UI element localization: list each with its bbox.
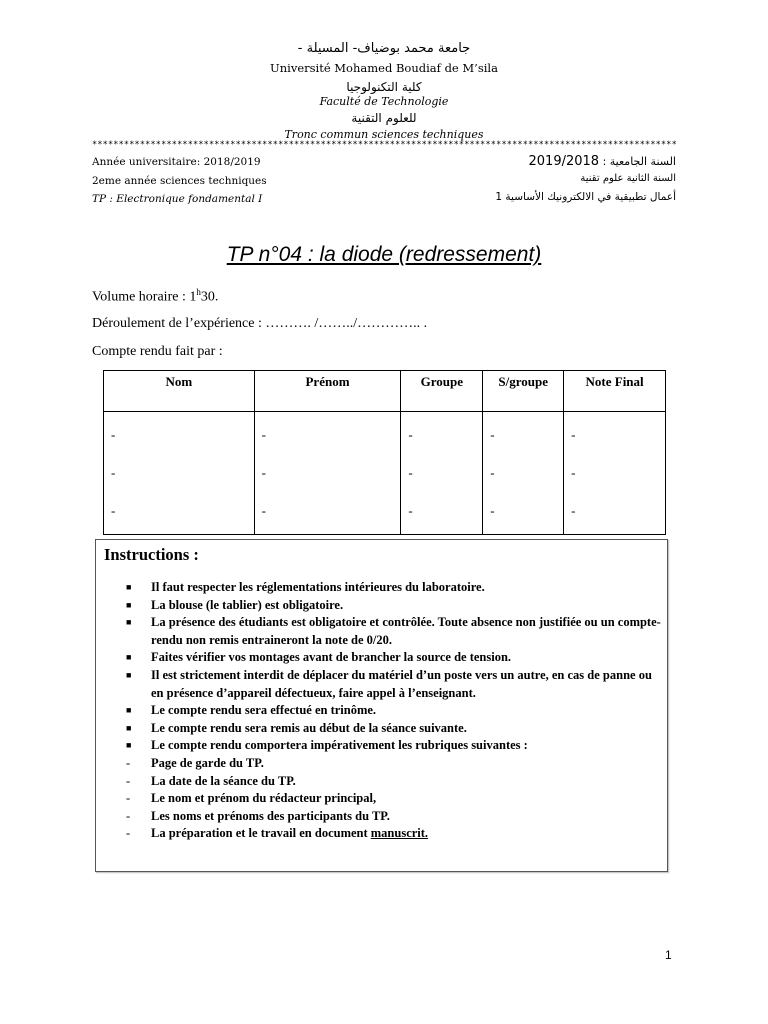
square-bullet-icon: ■ bbox=[126, 582, 132, 592]
list-item: - La date de la séance du TP. bbox=[151, 773, 663, 791]
table-cell-note[interactable]: - - - bbox=[564, 412, 666, 535]
list-item: - Le nom et prénom du rédacteur principal, bbox=[151, 790, 663, 808]
page-number: 1 bbox=[665, 948, 672, 962]
square-bullet-icon: ■ bbox=[126, 617, 132, 628]
academic-year-arabic-value: 2019/2018 bbox=[528, 154, 600, 169]
table-row bbox=[104, 412, 666, 535]
students-table bbox=[103, 370, 666, 535]
university-name-arabic: جامعة محمد بوضياف- المسيلة - bbox=[297, 41, 471, 56]
dash-bullet-icon: - bbox=[126, 773, 131, 788]
level-french: 2eme année sciences techniques bbox=[92, 175, 267, 187]
header-groupe: Groupe bbox=[401, 371, 483, 412]
table-cell-sgroupe[interactable]: - - - bbox=[483, 412, 564, 535]
list-item: - La préparation et le travail en document manuscrit. bbox=[151, 825, 663, 843]
table-header-row bbox=[104, 371, 666, 412]
table-cell-groupe[interactable]: - - - bbox=[401, 412, 483, 535]
square-bullet-icon: ■ bbox=[126, 705, 132, 716]
dash-bullet-icon: - bbox=[126, 755, 131, 770]
volume-rest: 30. bbox=[200, 289, 219, 305]
list-item: ■ Le compte rendu comportera impérativement les rubriques suivantes : - Page de garde du TP. - La date de la séance du TP. - Le nom et prénom du rédacteur principal, - Les noms et prénoms des participants du TP. - La préparation et le travail en document manuscrit. bbox=[151, 737, 663, 843]
academic-year-arabic bbox=[529, 154, 676, 169]
university-name-french: Université Mohamed Boudiaf de M’sila bbox=[270, 61, 498, 75]
dash-bullet-icon: - bbox=[126, 791, 131, 806]
list-item: ■ Faites vérifier vos montages avant de brancher la source de tension. bbox=[151, 649, 663, 667]
academic-year-french: Année universitaire: 2018/2019 bbox=[92, 156, 261, 168]
volume-horaire bbox=[92, 287, 218, 306]
volume-sup: h bbox=[196, 287, 201, 297]
deroulement-line: Déroulement de l’expérience : ………. /……../………….. . bbox=[92, 316, 428, 331]
page-title: TP n°04 : la diode (redressement) bbox=[226, 243, 542, 266]
list-item: ■ Le compte rendu sera effectué en trinôme. bbox=[151, 702, 663, 720]
rubriques-list bbox=[126, 755, 663, 843]
list-item: ■ Il faut respecter les réglementations intérieures du laboratoire. bbox=[151, 579, 663, 597]
faculty-name-arabic: كلية التكنولوجيا bbox=[346, 80, 422, 94]
list-item: - Page de garde du TP. bbox=[151, 755, 663, 773]
table-cell-prenom[interactable]: - - - bbox=[254, 412, 401, 535]
separator-line: ************************************************************************************************************** bbox=[92, 140, 677, 150]
compte-rendu-line: Compte rendu fait par : bbox=[92, 344, 223, 359]
list-item: ■ Le compte rendu sera remis au début de la séance suivante. bbox=[151, 720, 663, 738]
header-sgroupe: S/groupe bbox=[483, 371, 564, 412]
academic-year-arabic-label: السنة الجامعية : bbox=[602, 155, 676, 168]
header-note-final: Note Final bbox=[564, 371, 666, 412]
sciences-arabic: للعلوم التقنية bbox=[351, 111, 417, 125]
instructions-box bbox=[95, 539, 668, 872]
square-bullet-icon: ■ bbox=[126, 669, 132, 680]
square-bullet-icon: ■ bbox=[126, 599, 132, 610]
instructions-list bbox=[126, 579, 663, 843]
module-arabic: أعمال تطبيقية في الالكترونيك الأساسية 1 bbox=[495, 191, 676, 203]
module-french: TP : Electronique fondamental I bbox=[92, 193, 263, 205]
level-arabic: السنة الثانية علوم تقنية bbox=[580, 173, 676, 184]
table-cell-nom[interactable]: - - - bbox=[104, 412, 255, 535]
list-item: - Les noms et prénoms des participants du TP. bbox=[151, 808, 663, 826]
tronc-commun: Tronc commun sciences techniques bbox=[284, 128, 484, 141]
instructions-title: Instructions : bbox=[104, 545, 199, 564]
square-bullet-icon: ■ bbox=[126, 722, 132, 733]
list-item: ■ La blouse (le tablier) est obligatoire. bbox=[151, 597, 663, 615]
dash-bullet-icon: - bbox=[126, 826, 131, 841]
volume-label: Volume horaire : 1 bbox=[92, 289, 197, 305]
list-item: ■ Il est strictement interdit de déplacer du matériel d’un poste vers un autre, en cas de panne ou en présence d’appareil défectueux, faire appel à l’enseignant. bbox=[126, 667, 652, 700]
square-bullet-icon: ■ bbox=[126, 652, 132, 663]
list-item: ■ La présence des étudiants est obligatoire et contrôlée. Toute absence non justifiée ou un compte-rendu non remis entraineront la note de 0/20. bbox=[126, 615, 661, 647]
header-nom: Nom bbox=[104, 371, 255, 412]
faculty-name-french: Faculté de Technologie bbox=[319, 95, 449, 108]
header-prenom: Prénom bbox=[254, 371, 401, 412]
dash-bullet-icon: - bbox=[126, 808, 131, 823]
square-bullet-icon: ■ bbox=[126, 740, 132, 751]
